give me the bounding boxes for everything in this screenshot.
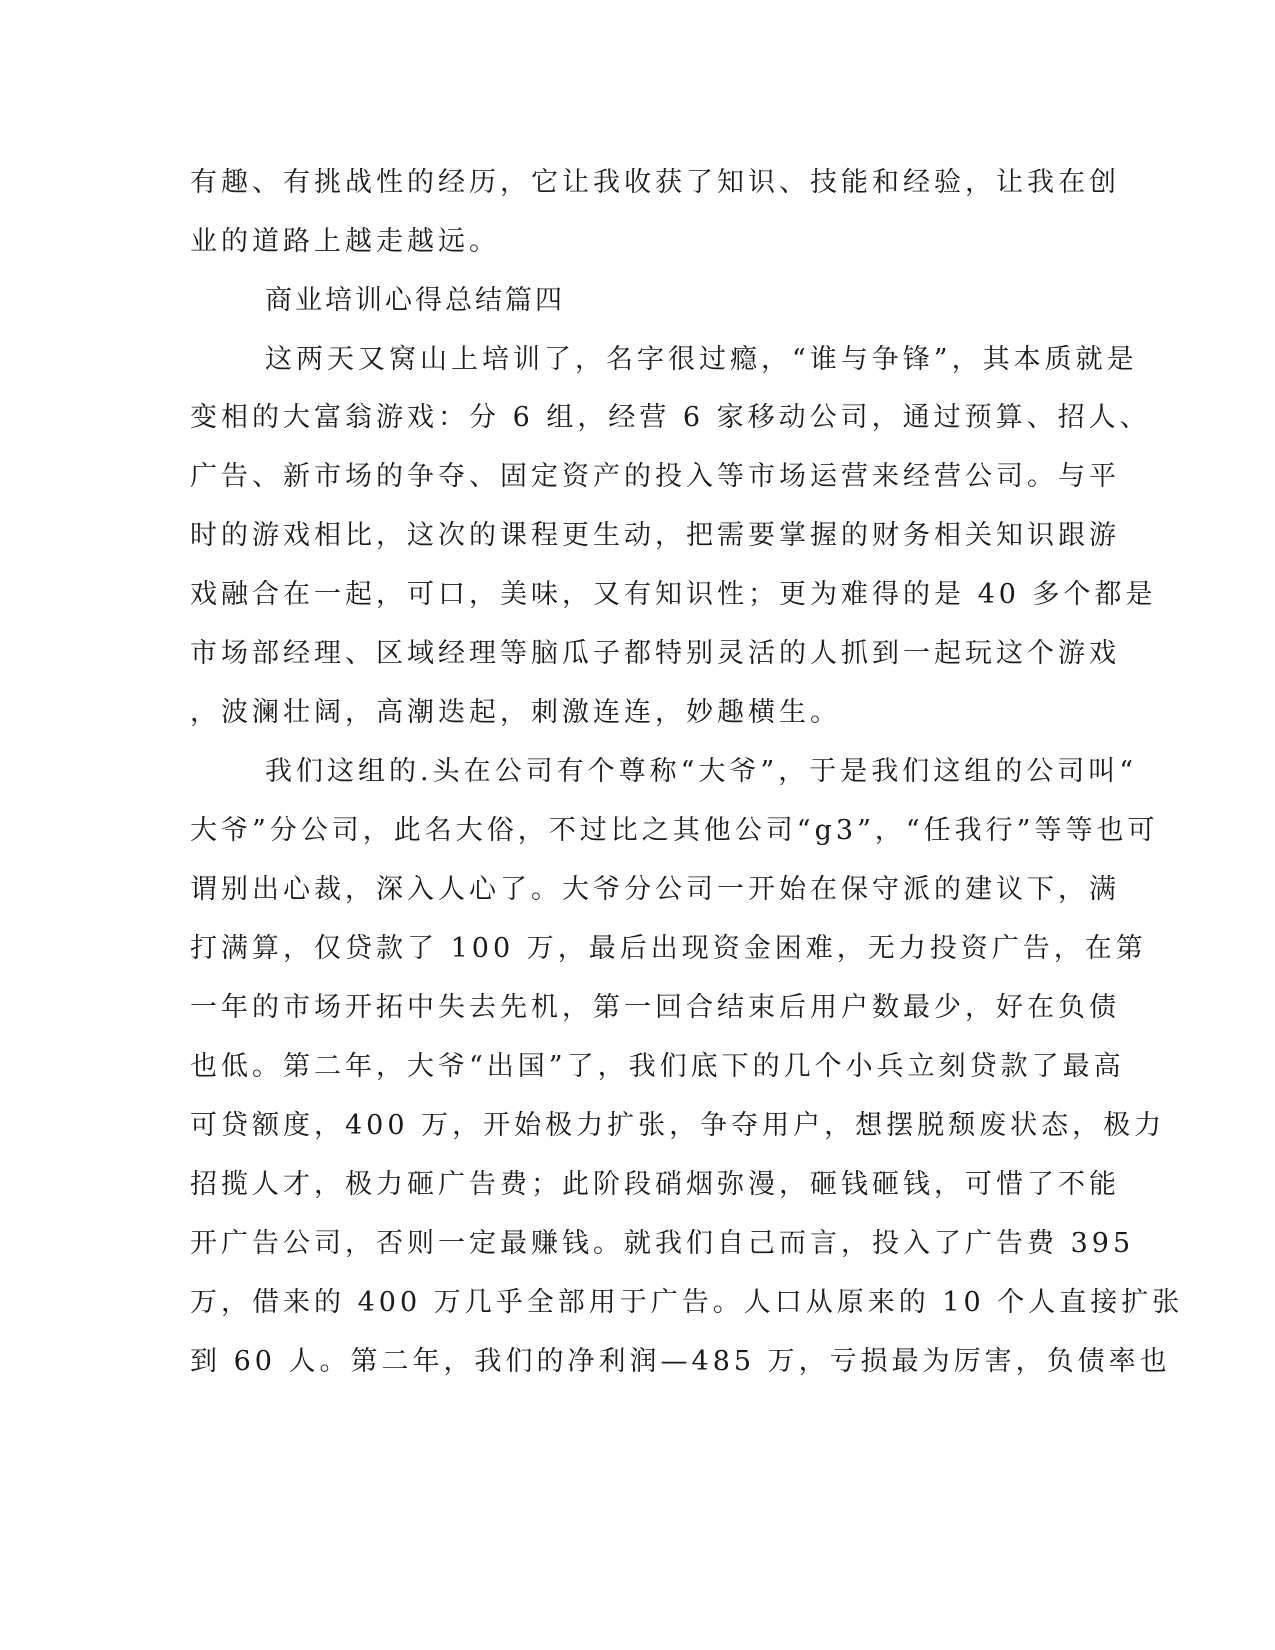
text-line: 广告、新市场的争夺、固定资产的投入等市场运营来经营公司。与平 <box>190 461 1120 492</box>
text-line: 到 60 人。第二年，我们的净利润—485 万，亏损最为厉害，负债率也 <box>190 1346 1171 1377</box>
text-line: 谓别出心裁，深入人心了。大爷分公司一开始在保守派的建议下，满 <box>190 874 1120 905</box>
text-line: 时的游戏相比，这次的课程更生动，把需要掌握的财务相关知识跟游 <box>190 520 1120 551</box>
section-heading: 商业培训心得总结篇四 <box>265 285 565 316</box>
text-line: 戏融合在一起，可口，美味，又有知识性；更为难得的是 40 多个都是 <box>190 579 1157 610</box>
text-line: 业的道路上越走越远。 <box>190 226 500 257</box>
text-line: 可贷额度，400 万，开始极力扩张，争夺用户，想摆脱颓废状态，极力 <box>190 1110 1166 1141</box>
text-line: 大爷”分公司，此名大俗，不过比之其他公司“g3”，“任我行”等等也可 <box>190 815 1159 846</box>
text-line: 一年的市场开拓中失去先机，第一回合结束后用户数最少，好在负债 <box>190 992 1120 1023</box>
text-line: 开广告公司，否则一定最赚钱。就我们自己而言，投入了广告费 395 <box>190 1228 1135 1259</box>
text-line: 我们这组的.头在公司有个尊称“大爷”，于是我们这组的公司叫“ <box>265 756 1137 787</box>
text-line: 这两天又窝山上培训了，名字很过瘾，“谁与争锋”，其本质就是 <box>265 344 1138 375</box>
text-line: 也低。第二年，大爷“出国”了，我们底下的几个小兵立刻贷款了最高 <box>190 1051 1125 1082</box>
text-line: 有趣、有挑战性的经历，它让我收获了知识、技能和经验，让我在创 <box>190 167 1120 198</box>
text-line: 变相的大富翁游戏：分 6 组，经营 6 家移动公司，通过预算、招人、 <box>190 402 1151 433</box>
text-line: 万，借来的 400 万几乎全部用于广告。人口从原来的 10 个人直接扩张 <box>190 1287 1184 1318</box>
text-line: ，波澜壮阔，高潮迭起，刺激连连，妙趣横生。 <box>190 697 841 728</box>
text-line: 打满算，仅贷款了 100 万，最后出现资金困难，无力投资广告，在第 <box>190 933 1147 964</box>
text-line: 招揽人才，极力砸广告费；此阶段硝烟弥漫，砸钱砸钱，可惜了不能 <box>190 1169 1120 1200</box>
text-line: 市场部经理、区域经理等脑瓜子都特别灵活的人抓到一起玩这个游戏 <box>190 638 1120 669</box>
